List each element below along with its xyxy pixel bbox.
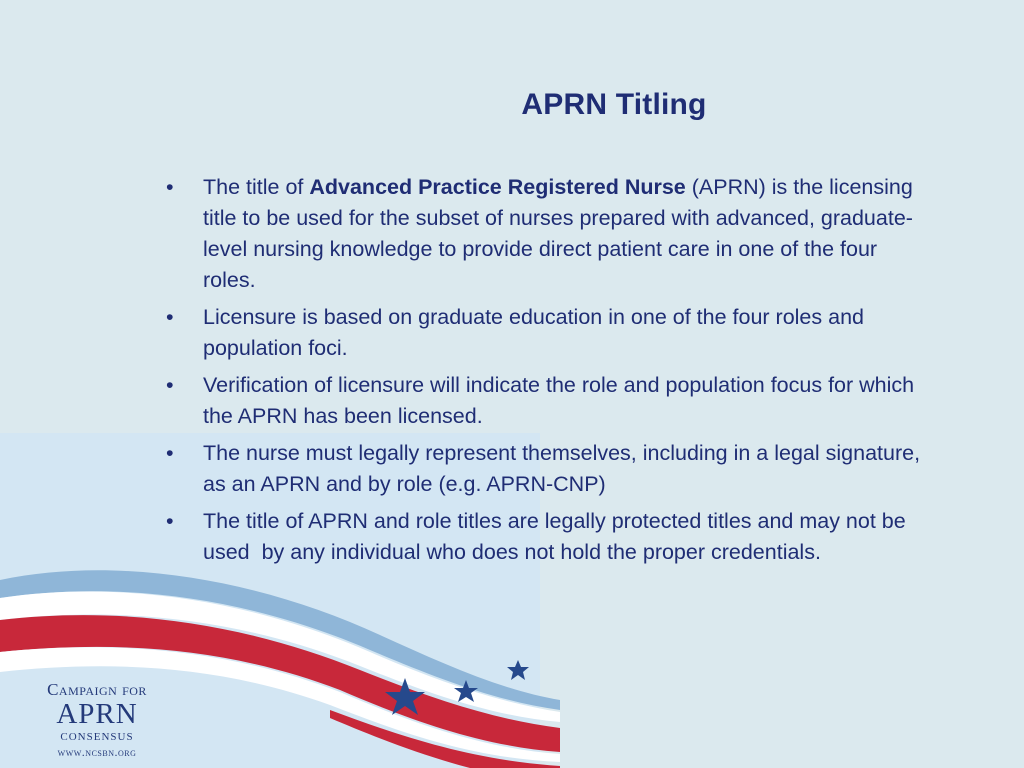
bullet-text: Verification of licensure will indicate the role and population focus for which the APRN has been licensed.	[203, 373, 915, 428]
bullet-text: The title of	[203, 175, 310, 199]
bullet-item	[160, 438, 930, 500]
bullet-glyph: •	[166, 509, 174, 533]
logo-line-campaign: Campaign for	[47, 680, 147, 699]
bullet-glyph: •	[166, 175, 174, 199]
bullet-glyph: •	[166, 305, 174, 329]
bullet-glyph: •	[166, 441, 174, 465]
logo-website: www.ncsbn.org	[57, 745, 137, 759]
bullet-text: (APRN) is the licensing title to be used for the subset of nurses prepared with advanced, graduate-level nursing knowledge to provide direct patient care in one of the four roles.	[203, 175, 913, 292]
star-icon	[507, 660, 529, 680]
bullet-item	[160, 370, 930, 432]
logo-line-consensus: consensus	[60, 728, 134, 744]
bullet-text: The title of APRN and role titles are legally protected titles and may not be used by any individual who does not hold the proper credentials.	[203, 509, 912, 564]
campaign-logo	[22, 680, 172, 760]
bullet-item	[160, 302, 930, 364]
bullet-bold-term: Advanced Practice Registered Nurse	[309, 175, 686, 199]
slide-title: APRN Titling	[521, 88, 707, 121]
bullet-text: The nurse must legally represent themselves, including in a legal signature, as an APRN and by role (e.g. APRN-CNP)	[203, 441, 921, 496]
bullet-glyph: •	[166, 373, 174, 397]
bullet-item	[160, 506, 930, 568]
logo-line-aprn: APRN	[56, 698, 138, 730]
bullet-text: Licensure is based on graduate education in one of the four roles and population foci.	[203, 305, 864, 360]
bullet-list	[160, 172, 930, 574]
bullet-item	[160, 172, 930, 296]
